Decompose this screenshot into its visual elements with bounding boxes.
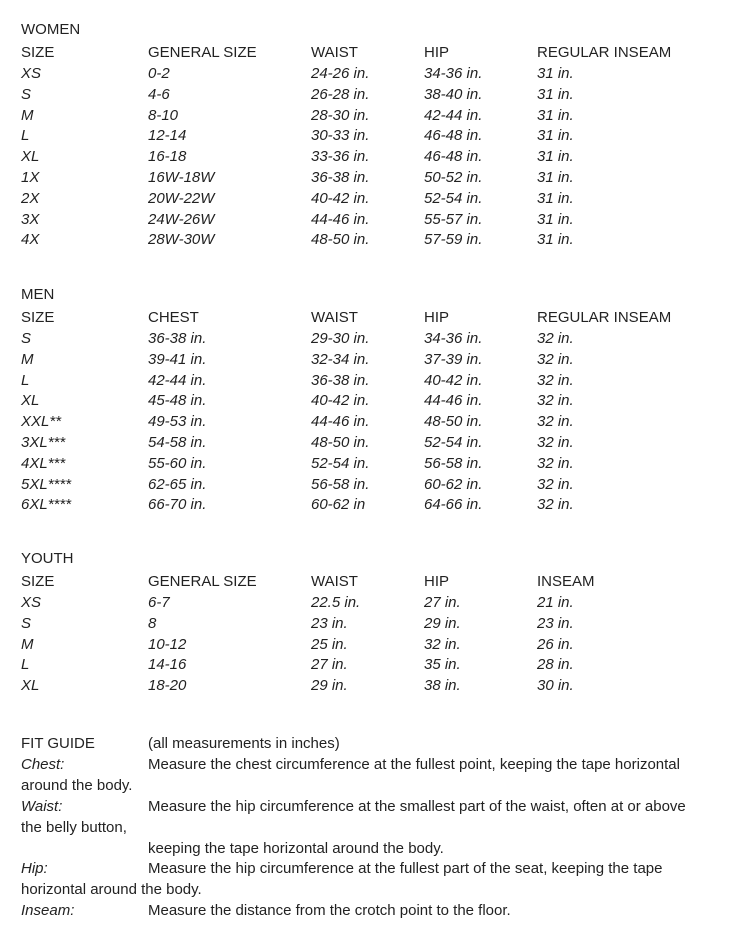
table-cell: M	[21, 350, 34, 368]
table-cell: 37-39 in.	[424, 350, 483, 368]
table-cell: 52-54 in.	[424, 189, 483, 207]
header-cell: WAIST	[311, 44, 358, 61]
table-row	[0, 634, 738, 655]
table-cell: 46-48 in.	[424, 127, 483, 145]
men-header-row	[0, 307, 738, 328]
table-cell: 36-38 in.	[148, 330, 207, 347]
table-row	[0, 229, 738, 250]
table-cell: 24W-26W	[148, 210, 215, 228]
table-cell: 48-50 in.	[424, 413, 483, 431]
table-row	[0, 167, 738, 188]
table-cell: 31 in.	[537, 189, 574, 207]
table-cell: XS	[21, 594, 42, 611]
table-cell: 40-42 in.	[311, 189, 370, 207]
table-cell: 34-36 in.	[424, 330, 483, 347]
table-cell: 31 in.	[537, 65, 574, 82]
table-cell: S	[21, 330, 32, 347]
waist-text: Measure the hip circumference at the smallest part of the waist, often at or above	[148, 798, 686, 815]
waist-text-cont: the belly button,	[21, 819, 127, 836]
header-cell: SIZE	[21, 309, 55, 326]
table-cell: 28W-30W	[148, 231, 215, 249]
table-cell: 31 in.	[537, 210, 574, 228]
table-cell: 14-16	[148, 656, 187, 674]
table-cell: 1X	[21, 169, 40, 186]
table-cell: 34-36 in.	[424, 65, 483, 82]
table-cell: 24-26 in.	[311, 65, 370, 82]
table-cell: M	[21, 106, 34, 124]
table-cell: 44-46 in.	[311, 210, 370, 228]
table-cell: XL	[21, 392, 40, 410]
table-cell: 42-44 in.	[148, 371, 207, 389]
header-cell: GENERAL SIZE	[148, 573, 257, 590]
table-cell: 40-42 in.	[311, 392, 370, 410]
table-cell: 45-48 in.	[148, 392, 207, 410]
table-cell: 54-58 in.	[148, 434, 207, 451]
table-row	[0, 613, 738, 634]
table-cell: 3X	[21, 210, 40, 228]
table-cell: 38-40 in.	[424, 85, 483, 103]
table-row	[0, 390, 738, 411]
table-row	[0, 675, 738, 696]
table-cell: 30 in.	[537, 677, 574, 695]
table-cell: 36-38 in.	[311, 371, 370, 389]
table-row	[0, 188, 738, 209]
table-cell: XS	[21, 65, 42, 82]
youth-header-row	[0, 571, 738, 592]
table-row	[0, 328, 738, 349]
header-cell: INSEAM	[537, 573, 595, 590]
table-row	[0, 105, 738, 126]
header-cell: HIP	[424, 573, 450, 590]
table-cell: 66-70 in.	[148, 496, 207, 514]
table-cell: 26 in.	[537, 635, 574, 653]
hip-text: Measure the hip circumference at the fullest part of the seat, keeping the tape	[148, 860, 663, 877]
table-cell: 42-44 in.	[424, 106, 483, 124]
table-cell: 18-20	[148, 677, 187, 695]
table-cell: 56-58 in.	[311, 475, 370, 493]
table-cell: 32 in.	[424, 635, 461, 653]
table-cell: 29 in.	[311, 677, 348, 695]
table-cell: 32 in.	[537, 454, 574, 472]
header-cell: CHEST	[148, 309, 199, 326]
header-cell: SIZE	[21, 573, 55, 590]
table-cell: XL	[21, 677, 40, 695]
waist-label: Waist:	[21, 798, 63, 815]
table-cell: 31 in.	[537, 85, 574, 103]
inseam-text: Measure the distance from the crotch point to the floor.	[148, 902, 511, 919]
inseam-label: Inseam:	[21, 902, 75, 919]
header-cell: WAIST	[311, 573, 358, 590]
table-row	[0, 592, 738, 613]
table-cell: 62-65 in.	[148, 475, 207, 493]
table-cell: 0-2	[148, 65, 170, 82]
fit-guide-title: FIT GUIDE	[21, 735, 95, 752]
table-cell: 2X	[21, 189, 40, 207]
hip-label: Hip:	[21, 860, 48, 877]
table-cell: XXL**	[21, 413, 62, 431]
table-cell: 36-38 in.	[311, 169, 370, 186]
table-cell: XL	[21, 148, 40, 166]
table-cell: S	[21, 614, 32, 632]
table-cell: 32 in.	[537, 392, 574, 410]
table-cell: 8	[148, 614, 157, 632]
table-row	[0, 474, 738, 495]
table-cell: 32 in.	[537, 371, 574, 389]
table-cell: 52-54 in.	[311, 454, 370, 472]
table-cell: 57-59 in.	[424, 231, 483, 249]
table-cell: 31 in.	[537, 127, 574, 145]
table-cell: 64-66 in.	[424, 496, 483, 514]
waist-text-cont2: keeping the tape horizontal around the body.	[148, 840, 444, 857]
table-cell: 32 in.	[537, 496, 574, 514]
women-title: WOMEN	[21, 21, 81, 38]
fit-guide-note: (all measurements in inches)	[148, 735, 340, 752]
women-header-row	[0, 42, 738, 63]
table-cell: 31 in.	[537, 231, 574, 249]
table-row	[0, 349, 738, 370]
header-cell: HIP	[424, 309, 450, 326]
table-cell: 32 in.	[537, 475, 574, 493]
table-cell: 4X	[21, 231, 40, 249]
table-cell: 30-33 in.	[311, 127, 370, 145]
table-cell: 31 in.	[537, 106, 574, 124]
table-cell: 27 in.	[311, 656, 348, 674]
table-cell: 28-30 in.	[311, 106, 370, 124]
table-cell: 48-50 in.	[311, 231, 370, 249]
table-cell: 35 in.	[424, 656, 461, 674]
table-cell: 40-42 in.	[424, 371, 483, 389]
table-cell: 39-41 in.	[148, 350, 207, 368]
table-cell: 3XL***	[21, 434, 66, 451]
table-cell: 27 in.	[424, 594, 461, 611]
table-cell: 28 in.	[537, 656, 574, 674]
table-cell: L	[21, 371, 30, 389]
table-cell: 55-60 in.	[148, 454, 207, 472]
table-cell: 16-18	[148, 148, 187, 166]
table-cell: 32-34 in.	[311, 350, 370, 368]
men-title: MEN	[21, 286, 55, 303]
table-cell: 12-14	[148, 127, 187, 145]
table-cell: 23 in.	[311, 614, 348, 632]
table-cell: 44-46 in.	[311, 413, 370, 431]
table-cell: 26-28 in.	[311, 85, 370, 103]
header-cell: WAIST	[311, 309, 358, 326]
table-cell: L	[21, 656, 30, 674]
table-cell: 50-52 in.	[424, 169, 483, 186]
table-row	[0, 84, 738, 105]
table-cell: 29-30 in.	[311, 330, 370, 347]
table-row	[0, 370, 738, 391]
table-cell: 49-53 in.	[148, 413, 207, 431]
table-cell: 32 in.	[537, 434, 574, 451]
table-cell: 29 in.	[424, 614, 461, 632]
table-cell: L	[21, 127, 30, 145]
table-cell: 31 in.	[537, 148, 574, 166]
chest-text-cont: around the body.	[21, 777, 133, 794]
table-cell: 4-6	[148, 85, 170, 103]
table-cell: 48-50 in.	[311, 434, 370, 451]
table-cell: 32 in.	[537, 413, 574, 431]
table-cell: 52-54 in.	[424, 434, 483, 451]
table-cell: 56-58 in.	[424, 454, 483, 472]
table-cell: 31 in.	[537, 169, 574, 186]
table-cell: S	[21, 85, 32, 103]
table-row	[0, 654, 738, 675]
table-cell: 8-10	[148, 106, 179, 124]
table-row	[0, 125, 738, 146]
header-cell: REGULAR INSEAM	[537, 309, 672, 326]
table-cell: 32 in.	[537, 350, 574, 368]
table-row	[0, 63, 738, 84]
table-cell: 32 in.	[537, 330, 574, 347]
table-cell: 23 in.	[537, 614, 574, 632]
table-cell: 16W-18W	[148, 169, 215, 186]
chest-text: Measure the chest circumference at the fullest point, keeping the tape horizontal	[148, 756, 680, 773]
table-row	[0, 209, 738, 230]
table-cell: 6-7	[148, 594, 170, 611]
table-cell: 5XL****	[21, 475, 72, 493]
header-cell: REGULAR INSEAM	[537, 44, 672, 61]
table-cell: 10-12	[148, 635, 187, 653]
header-cell: GENERAL SIZE	[148, 44, 257, 61]
table-cell: 20W-22W	[148, 189, 215, 207]
table-row	[0, 432, 738, 453]
table-cell: 4XL***	[21, 454, 66, 472]
chest-label: Chest:	[21, 756, 65, 773]
header-cell: SIZE	[21, 44, 55, 61]
header-cell: HIP	[424, 44, 450, 61]
table-cell: 38 in.	[424, 677, 461, 695]
table-cell: 6XL****	[21, 496, 72, 514]
table-cell: 44-46 in.	[424, 392, 483, 410]
table-row	[0, 453, 738, 474]
youth-title: YOUTH	[21, 550, 74, 567]
table-cell: M	[21, 635, 34, 653]
table-cell: 60-62 in.	[424, 475, 483, 493]
table-cell: 60-62 in	[311, 496, 366, 514]
table-cell: 22.5 in.	[311, 594, 361, 611]
table-cell: 55-57 in.	[424, 210, 483, 228]
table-row	[0, 411, 738, 432]
hip-text-cont: horizontal around the body.	[21, 881, 202, 898]
table-row	[0, 146, 738, 167]
table-cell: 46-48 in.	[424, 148, 483, 166]
table-cell: 33-36 in.	[311, 148, 370, 166]
table-cell: 25 in.	[311, 635, 348, 653]
table-row	[0, 494, 738, 515]
table-cell: 21 in.	[537, 594, 574, 611]
